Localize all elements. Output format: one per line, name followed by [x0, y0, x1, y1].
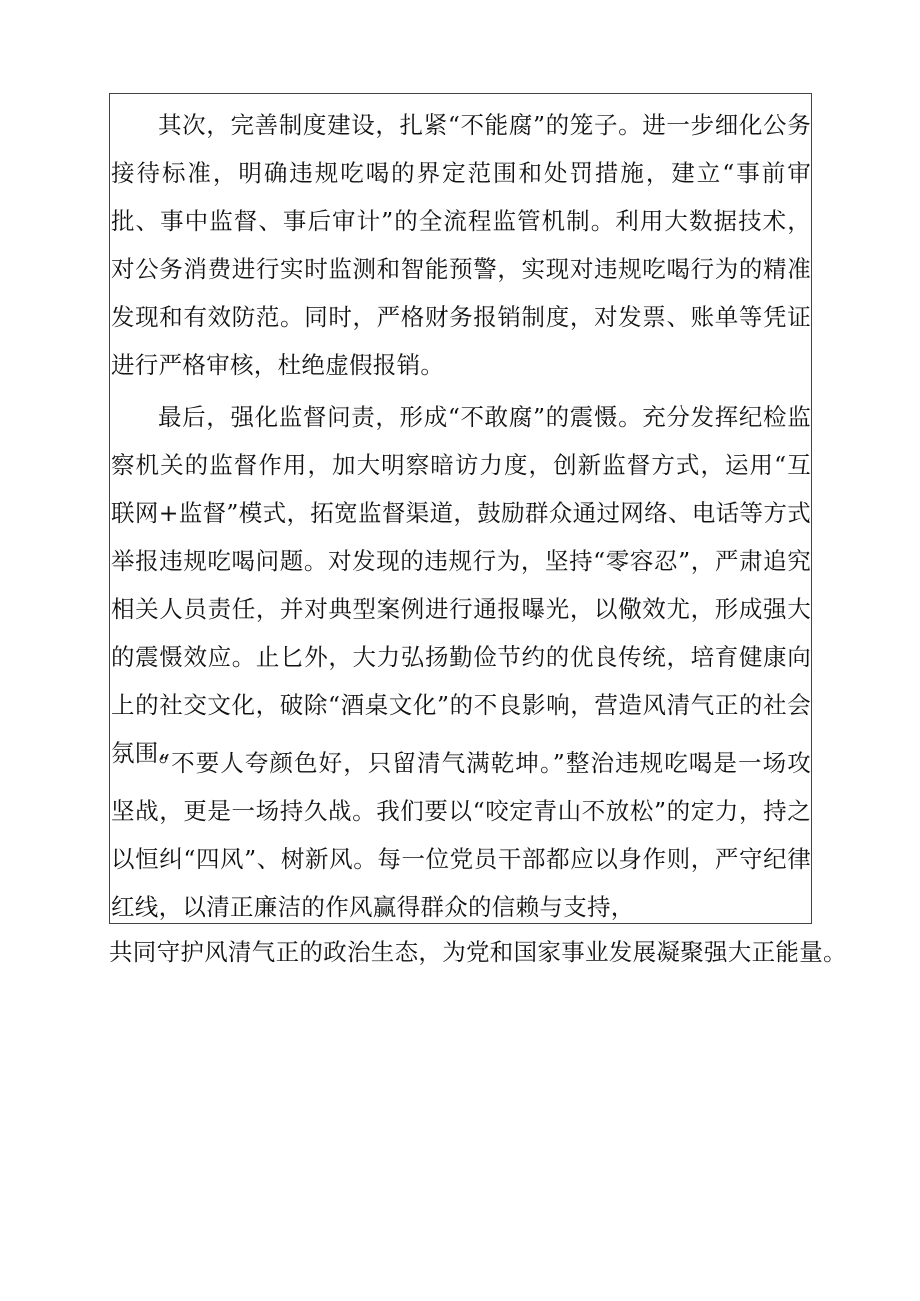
trailing-line: 共同守护风清气正的政治生态，为党和国家事业发展凝聚强大正能量。 [109, 938, 847, 966]
paragraph-institutional-building: 其次，完善制度建设，扎紧“不能腐”的笼子。进一步细化公务接待标准，明确违规吃喝的界定范围和处罚措施，建立“事前审批、事中监督、事后审计”的全流程监管机制。利用大数据技术，对公务消费进行实时监测和智能预警，实现对违规吃喝行为的精准发现和有效防范。同时，严格财务报销制度，对发票、账单等凭证进行严格审核，杜绝虚假报销。 [111, 111, 811, 379]
paragraph-conclusion: “不要人夸颜色好，只留清气满乾坤。”整治违规吃喝是一场攻坚战，更是一场持久战。我们要以“咬定青山不放松”的定力，持之以恒纠“四风”、树新风。每一位党员干部都应以身作则，严守纪律红线，以清正廉洁的作风赢得群众的信赖与支持， [111, 749, 811, 921]
paragraph-supervision-accountability: 最后，强化监督问责，形成“不敢腐”的震慑。充分发挥纪检监察机关的监督作用，加大明察暗访力度，创新监督方式，运用“互联网+监督”模式，拓宽监督渠道，鼓励群众通过网络、电话等方式举报违规吃喝问题。对发现的违规行为，坚持“零容忍”，严肃追究相关人员责任，并对典型案例进行通报曝光，以儆效尤，形成强大的震慑效应。止匕外，大力弘扬勤俭节约的优良传统，培育健康向上的社交文化，破除“酒桌文化”的不良影响，营造风清气正的社会氛围。 [111, 403, 811, 767]
